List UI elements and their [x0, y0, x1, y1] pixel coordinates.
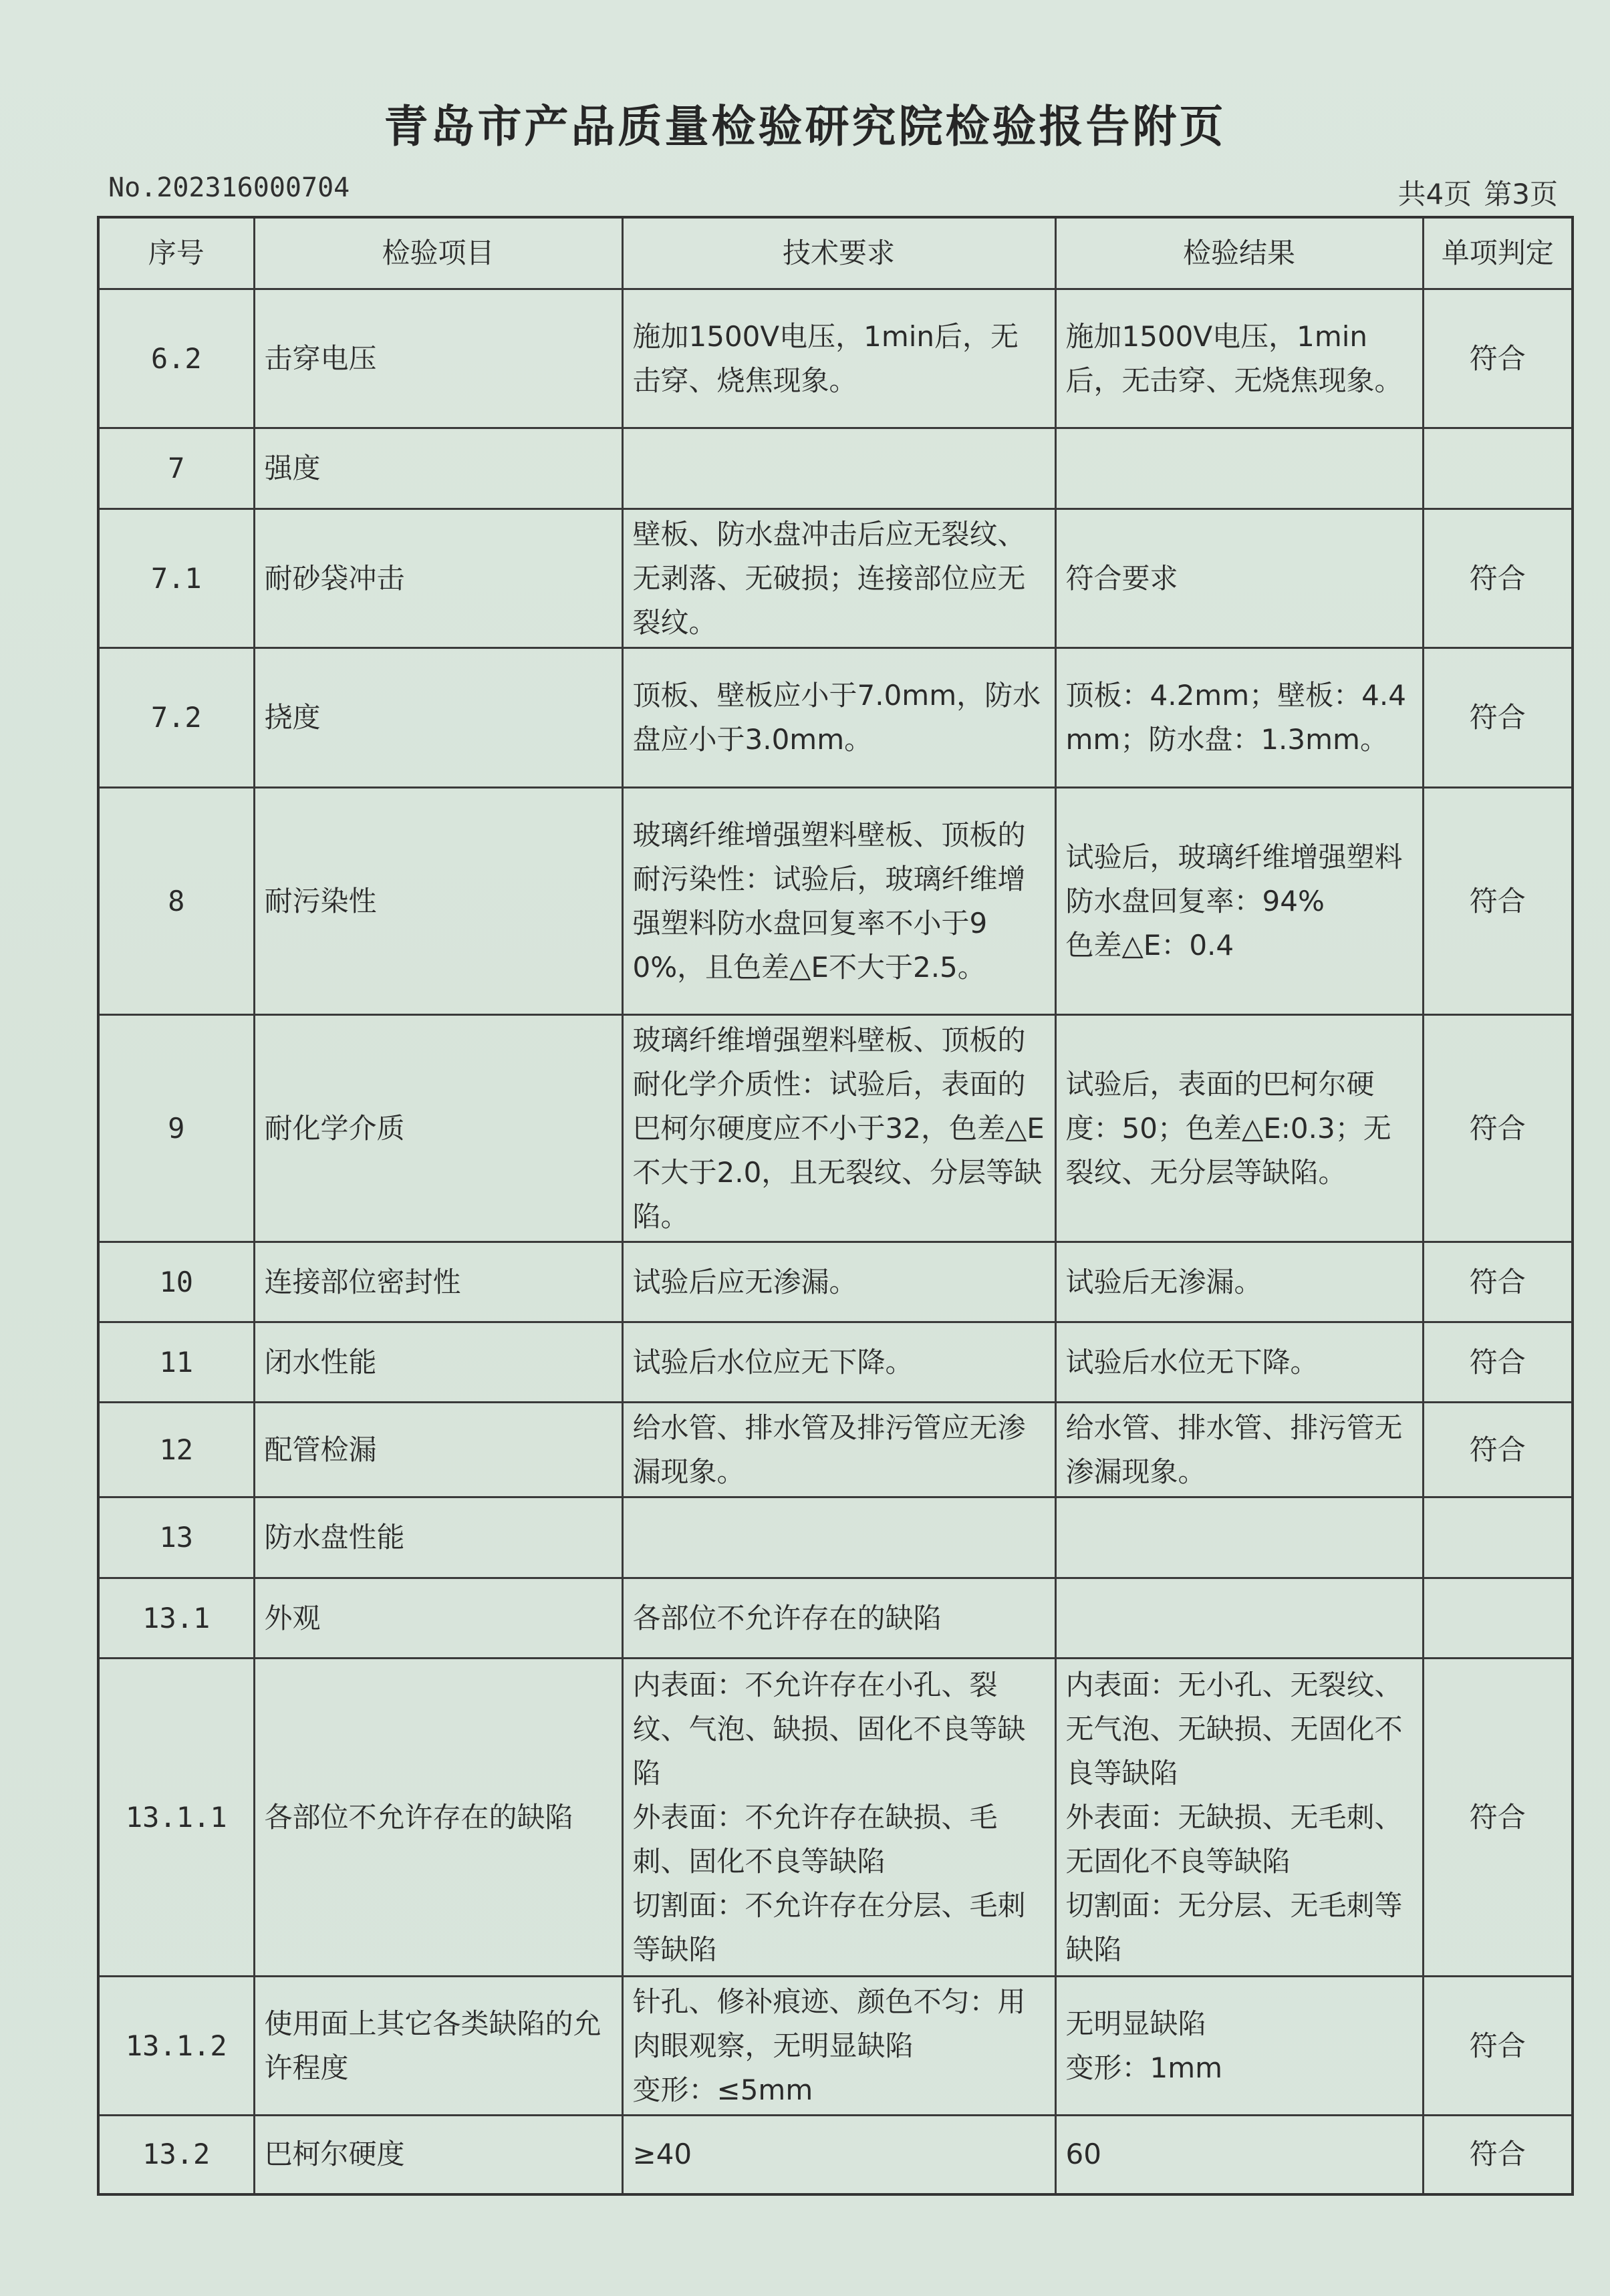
- row-item: 强度: [254, 428, 622, 509]
- row-result: [1055, 1578, 1423, 1659]
- row-verdict: 符合: [1423, 648, 1573, 788]
- row-requirement: 试验后水位应无下降。: [622, 1322, 1055, 1403]
- row-requirement: 玻璃纤维增强塑料壁板、顶板的耐污染性：试验后，玻璃纤维增强塑料防水盘回复率不小于90%，且色差△E不大于2.5。: [622, 788, 1055, 1015]
- table-row: [98, 2116, 1573, 2194]
- row-no: 7.1: [98, 509, 254, 648]
- row-verdict: 符合: [1423, 1015, 1573, 1242]
- row-result: 60: [1055, 2116, 1423, 2194]
- row-result: 施加1500V电压，1min后，无击穿、无烧焦现象。: [1055, 289, 1423, 428]
- row-requirement: 给水管、排水管及排污管应无渗漏现象。: [622, 1403, 1055, 1497]
- row-no: 12: [98, 1403, 254, 1497]
- row-item: 配管检漏: [254, 1403, 622, 1497]
- row-verdict: 符合: [1423, 509, 1573, 648]
- row-item: 巴柯尔硬度: [254, 2116, 622, 2194]
- row-no: 7.2: [98, 648, 254, 788]
- row-no: 7: [98, 428, 254, 509]
- row-result: [1055, 1497, 1423, 1578]
- row-result: 符合要求: [1055, 509, 1423, 648]
- table-row: [98, 1977, 1573, 2116]
- row-item: 使用面上其它各类缺陷的允许程度: [254, 1977, 622, 2116]
- col-header-verdict: 单项判定: [1423, 217, 1573, 289]
- row-requirement: 壁板、防水盘冲击后应无裂纹、无剥落、无破损；连接部位应无裂纹。: [622, 509, 1055, 648]
- col-header-item: 检验项目: [254, 217, 622, 289]
- table-header-row: [98, 217, 1573, 289]
- table-row: [98, 1659, 1573, 1977]
- row-no: 8: [98, 788, 254, 1015]
- row-verdict: [1423, 1497, 1573, 1578]
- row-requirement: 内表面：不允许存在小孔、裂纹、气泡、缺损、固化不良等缺陷 外表面：不允许存在缺损、毛刺、固化不良等缺陷 切割面：不允许存在分层、毛刺等缺陷: [622, 1659, 1055, 1977]
- table-row: [98, 788, 1573, 1015]
- row-result: 试验后水位无下降。: [1055, 1322, 1423, 1403]
- row-requirement: 各部位不允许存在的缺陷: [622, 1578, 1055, 1659]
- row-result: [1055, 428, 1423, 509]
- row-requirement: 试验后应无渗漏。: [622, 1242, 1055, 1322]
- row-result: 无明显缺陷 变形：1mm: [1055, 1977, 1423, 2116]
- row-no: 6.2: [98, 289, 254, 428]
- row-no: 13.1.1: [98, 1659, 254, 1977]
- current-page: 第3页: [1484, 178, 1558, 210]
- row-requirement: [622, 428, 1055, 509]
- row-no: 10: [98, 1242, 254, 1322]
- row-requirement: ≥40: [622, 2116, 1055, 2194]
- row-no: 11: [98, 1322, 254, 1403]
- row-requirement: 玻璃纤维增强塑料壁板、顶板的耐化学介质性：试验后，表面的巴柯尔硬度应不小于32，色差△E不大于2.0，且无裂纹、分层等缺陷。: [622, 1015, 1055, 1242]
- table-row: [98, 509, 1573, 648]
- row-item: 连接部位密封性: [254, 1242, 622, 1322]
- table-row: [98, 428, 1573, 509]
- table-row: [98, 1403, 1573, 1497]
- table-row: [98, 1578, 1573, 1659]
- row-item: 耐砂袋冲击: [254, 509, 622, 648]
- report-title: 青岛市产品质量检验研究院检验报告附页: [384, 101, 1226, 152]
- row-item: 耐化学介质: [254, 1015, 622, 1242]
- row-verdict: 符合: [1423, 2116, 1573, 2194]
- row-result: 试验后无渗漏。: [1055, 1242, 1423, 1322]
- row-item: 外观: [254, 1578, 622, 1659]
- row-verdict: 符合: [1423, 788, 1573, 1015]
- table-row: [98, 1242, 1573, 1322]
- row-verdict: 符合: [1423, 289, 1573, 428]
- report-number: No.202316000704: [108, 172, 350, 203]
- col-header-result: 检验结果: [1055, 217, 1423, 289]
- col-header-no: 序号: [98, 217, 254, 289]
- row-item: 闭水性能: [254, 1322, 622, 1403]
- table-row: [98, 1497, 1573, 1578]
- row-verdict: 符合: [1423, 1403, 1573, 1497]
- row-item: 各部位不允许存在的缺陷: [254, 1659, 622, 1977]
- row-requirement: 针孔、修补痕迹、颜色不匀：用肉眼观察，无明显缺陷 变形：≤5mm: [622, 1977, 1055, 2116]
- row-verdict: [1423, 1578, 1573, 1659]
- col-header-requirement: 技术要求: [622, 217, 1055, 289]
- row-item: 挠度: [254, 648, 622, 788]
- inspection-table: [97, 216, 1574, 2196]
- row-no: 13: [98, 1497, 254, 1578]
- row-no: 13.1.2: [98, 1977, 254, 2116]
- table-row: [98, 1322, 1573, 1403]
- total-pages: 共4页: [1397, 178, 1472, 210]
- row-requirement: 顶板、壁板应小于7.0mm，防水盘应小于3.0mm。: [622, 648, 1055, 788]
- table-row: [98, 289, 1573, 428]
- row-result: 试验后，表面的巴柯尔硬度：50；色差△E:0.3；无裂纹、无分层等缺陷。: [1055, 1015, 1423, 1242]
- row-result: 试验后，玻璃纤维增强塑料防水盘回复率：94% 色差△E：0.4: [1055, 788, 1423, 1015]
- row-verdict: [1423, 428, 1573, 509]
- page-indicator: [1398, 172, 1558, 212]
- row-requirement: 施加1500V电压，1min后，无击穿、烧焦现象。: [622, 289, 1055, 428]
- row-verdict: 符合: [1423, 1242, 1573, 1322]
- row-verdict: 符合: [1423, 1659, 1573, 1977]
- row-requirement: [622, 1497, 1055, 1578]
- row-result: 给水管、排水管、排污管无渗漏现象。: [1055, 1403, 1423, 1497]
- row-verdict: 符合: [1423, 1977, 1573, 2116]
- row-item: 耐污染性: [254, 788, 622, 1015]
- row-item: 防水盘性能: [254, 1497, 622, 1578]
- row-no: 13.2: [98, 2116, 254, 2194]
- table-row: [98, 648, 1573, 788]
- row-item: 击穿电压: [254, 289, 622, 428]
- row-no: 13.1: [98, 1578, 254, 1659]
- row-verdict: 符合: [1423, 1322, 1573, 1403]
- table-row: [98, 1015, 1573, 1242]
- row-result: 顶板：4.2mm；壁板：4.4mm；防水盘：1.3mm。: [1055, 648, 1423, 788]
- row-no: 9: [98, 1015, 254, 1242]
- row-result: 内表面：无小孔、无裂纹、无气泡、无缺损、无固化不良等缺陷 外表面：无缺损、无毛刺、无固化不良等缺陷 切割面：无分层、无毛刺等缺陷: [1055, 1659, 1423, 1977]
